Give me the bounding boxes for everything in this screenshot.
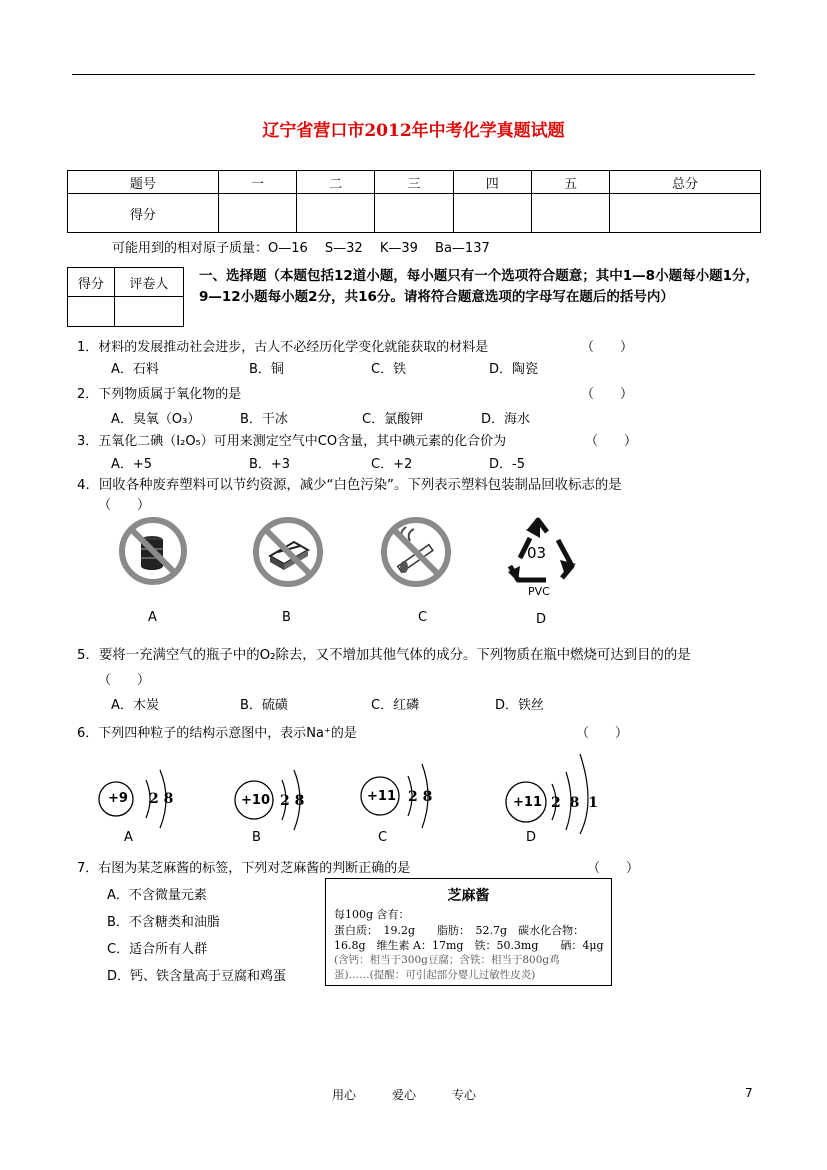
nutrition-line: 每100g 含有： — [334, 908, 410, 921]
score-table — [67, 170, 761, 233]
answer-paren: （ ） — [581, 387, 634, 402]
score-cell — [453, 194, 531, 233]
option: C．适合所有人群 — [107, 942, 208, 957]
grader-table — [67, 267, 184, 327]
score-cell — [531, 194, 609, 233]
option: D．铁丝 — [495, 698, 545, 713]
score-header-cell: 五 — [531, 171, 609, 194]
score-cell — [375, 194, 453, 233]
nucleus-charge: +11 — [367, 789, 396, 804]
grader-score-cell — [68, 297, 115, 327]
score-header-cell: 二 — [297, 171, 375, 194]
icon-label: D — [536, 612, 547, 627]
option: B．硫磺 — [240, 698, 288, 713]
answer-paren: （ ） — [587, 861, 640, 876]
page-number: 7 — [745, 1086, 753, 1100]
option: C．铁 — [371, 362, 407, 377]
score-header-cell: 四 — [453, 171, 531, 194]
section-heading: 一、选择题（本题包括12道小题，每小题只有一个选项符合题意；其中1—8小题每小题1分，9—12小题每小题2分，共16分。请将符合题意选项的字母写在题后的括号内） — [199, 268, 759, 305]
nutrition-line: 蛋)……(提醒：可引起部分婴儿过敏性皮炎) — [334, 969, 536, 981]
option: A．石料 — [111, 362, 159, 377]
nutrition-label-title: 芝麻酱 — [447, 888, 490, 904]
option: D．陶瓷 — [489, 362, 539, 377]
electron-shells: 2 8 — [408, 789, 433, 805]
question-2-stem: 2．下列物质属于氧化物的是 — [77, 387, 242, 402]
icon-label: C — [418, 610, 428, 625]
atom-label: B — [252, 830, 261, 845]
answer-paren: （ ） — [98, 498, 151, 513]
option: B．+3 — [249, 457, 291, 472]
score-cell — [218, 194, 296, 233]
footer-motto: 用心 爱心 专心 — [332, 1088, 477, 1102]
score-header-cell: 一 — [218, 171, 296, 194]
question-5-stem: 5．要将一充满空气的瓶子中的O₂除去，又不增加其他气体的成分。下列物质在瓶中燃烧可达到目的的是 — [77, 648, 691, 663]
option: A．+5 — [111, 457, 153, 472]
atom-label: D — [526, 830, 537, 845]
answer-paren: （ ） — [581, 340, 634, 355]
electron-shells: 2 8 1 — [551, 795, 598, 811]
header-rule — [72, 74, 755, 75]
atom-label: A — [124, 830, 133, 845]
score-header-cell: 题号 — [68, 171, 219, 194]
nucleus-charge: +11 — [513, 795, 542, 810]
no-oil-drum-icon — [118, 516, 188, 586]
question-6-stem: 6．下列四种粒子的结构示意图中，表示Na⁺的是 — [77, 726, 357, 741]
answer-paren: （ ） — [98, 673, 151, 688]
option: C．红磷 — [371, 698, 420, 713]
option: A．木炭 — [111, 698, 159, 713]
option: A．臭氧（O₃） — [111, 412, 201, 427]
atom-diagram-d — [496, 750, 606, 834]
nutrition-label — [325, 878, 612, 986]
score-header-cell: 三 — [375, 171, 453, 194]
page-title: 辽宁省营口市2012年中考化学真题试题 — [262, 121, 565, 141]
grader-name-cell — [114, 297, 183, 327]
atomic-masses: 可能用到的相对原子质量：O—16 S—32 K—39 Ba—137 — [112, 241, 490, 256]
question-3-stem: 3．五氧化二碘（I₂O₅）可用来测定空气中CO含量，其中碘元素的化合价为 — [77, 434, 507, 449]
nutrition-line: 16.8g 维生素 A：17mg 铁：50.3mg 硒：4μg — [334, 939, 604, 952]
question-4-stem: 4．回收各种废弃塑料可以节约资源，减少“白色污染”。下列表示塑料包装制品回收标志的是 — [77, 478, 622, 493]
atom-label: C — [378, 830, 388, 845]
option: C．氯酸钾 — [362, 412, 424, 427]
nucleus-charge: +10 — [241, 793, 270, 808]
option: D．海水 — [481, 412, 531, 427]
question-1-stem: 1．材料的发展推动社会进步，古人不必经历化学变化就能获取的材料是 — [77, 340, 489, 355]
electron-shells: 2 8 — [280, 793, 305, 809]
option: D．钙、铁含量高于豆腐和鸡蛋 — [107, 969, 287, 984]
nutrition-line: 蛋白质： 19.2g 脂肪： 52.7g 碳水化合物： — [334, 924, 585, 937]
grader-score-label: 得分 — [68, 268, 115, 297]
option: B．不含糖类和油脂 — [107, 915, 220, 930]
score-cell — [297, 194, 375, 233]
answer-paren: （ ） — [576, 726, 629, 741]
icon-label: A — [148, 610, 157, 625]
grader-name-label: 评卷人 — [114, 268, 183, 297]
recycle-name: PVC — [528, 585, 550, 598]
option: B．铜 — [249, 362, 284, 377]
question-7-stem: 7．右图为某芝麻酱的标签，下列对芝麻酱的判断正确的是 — [77, 861, 411, 876]
recycle-code: 03 — [527, 544, 547, 562]
option: C．+2 — [371, 457, 413, 472]
icon-label: B — [282, 610, 291, 625]
score-header-cell: 总分 — [610, 171, 761, 194]
nucleus-charge: +9 — [108, 791, 128, 806]
nutrition-line: (含钙：相当于300g豆腐；含铁：相当于800g鸡 — [334, 954, 560, 966]
option: A．不含微量元素 — [107, 888, 207, 903]
option: D．-5 — [489, 457, 525, 472]
score-cell — [610, 194, 761, 233]
answer-paren: （ ） — [585, 434, 638, 449]
no-packaging-icon — [250, 516, 326, 588]
option: B．干冰 — [240, 412, 288, 427]
electron-shells: 2 8 — [149, 791, 174, 807]
score-row-label: 得分 — [68, 194, 219, 233]
no-smoking-icon — [378, 515, 454, 589]
